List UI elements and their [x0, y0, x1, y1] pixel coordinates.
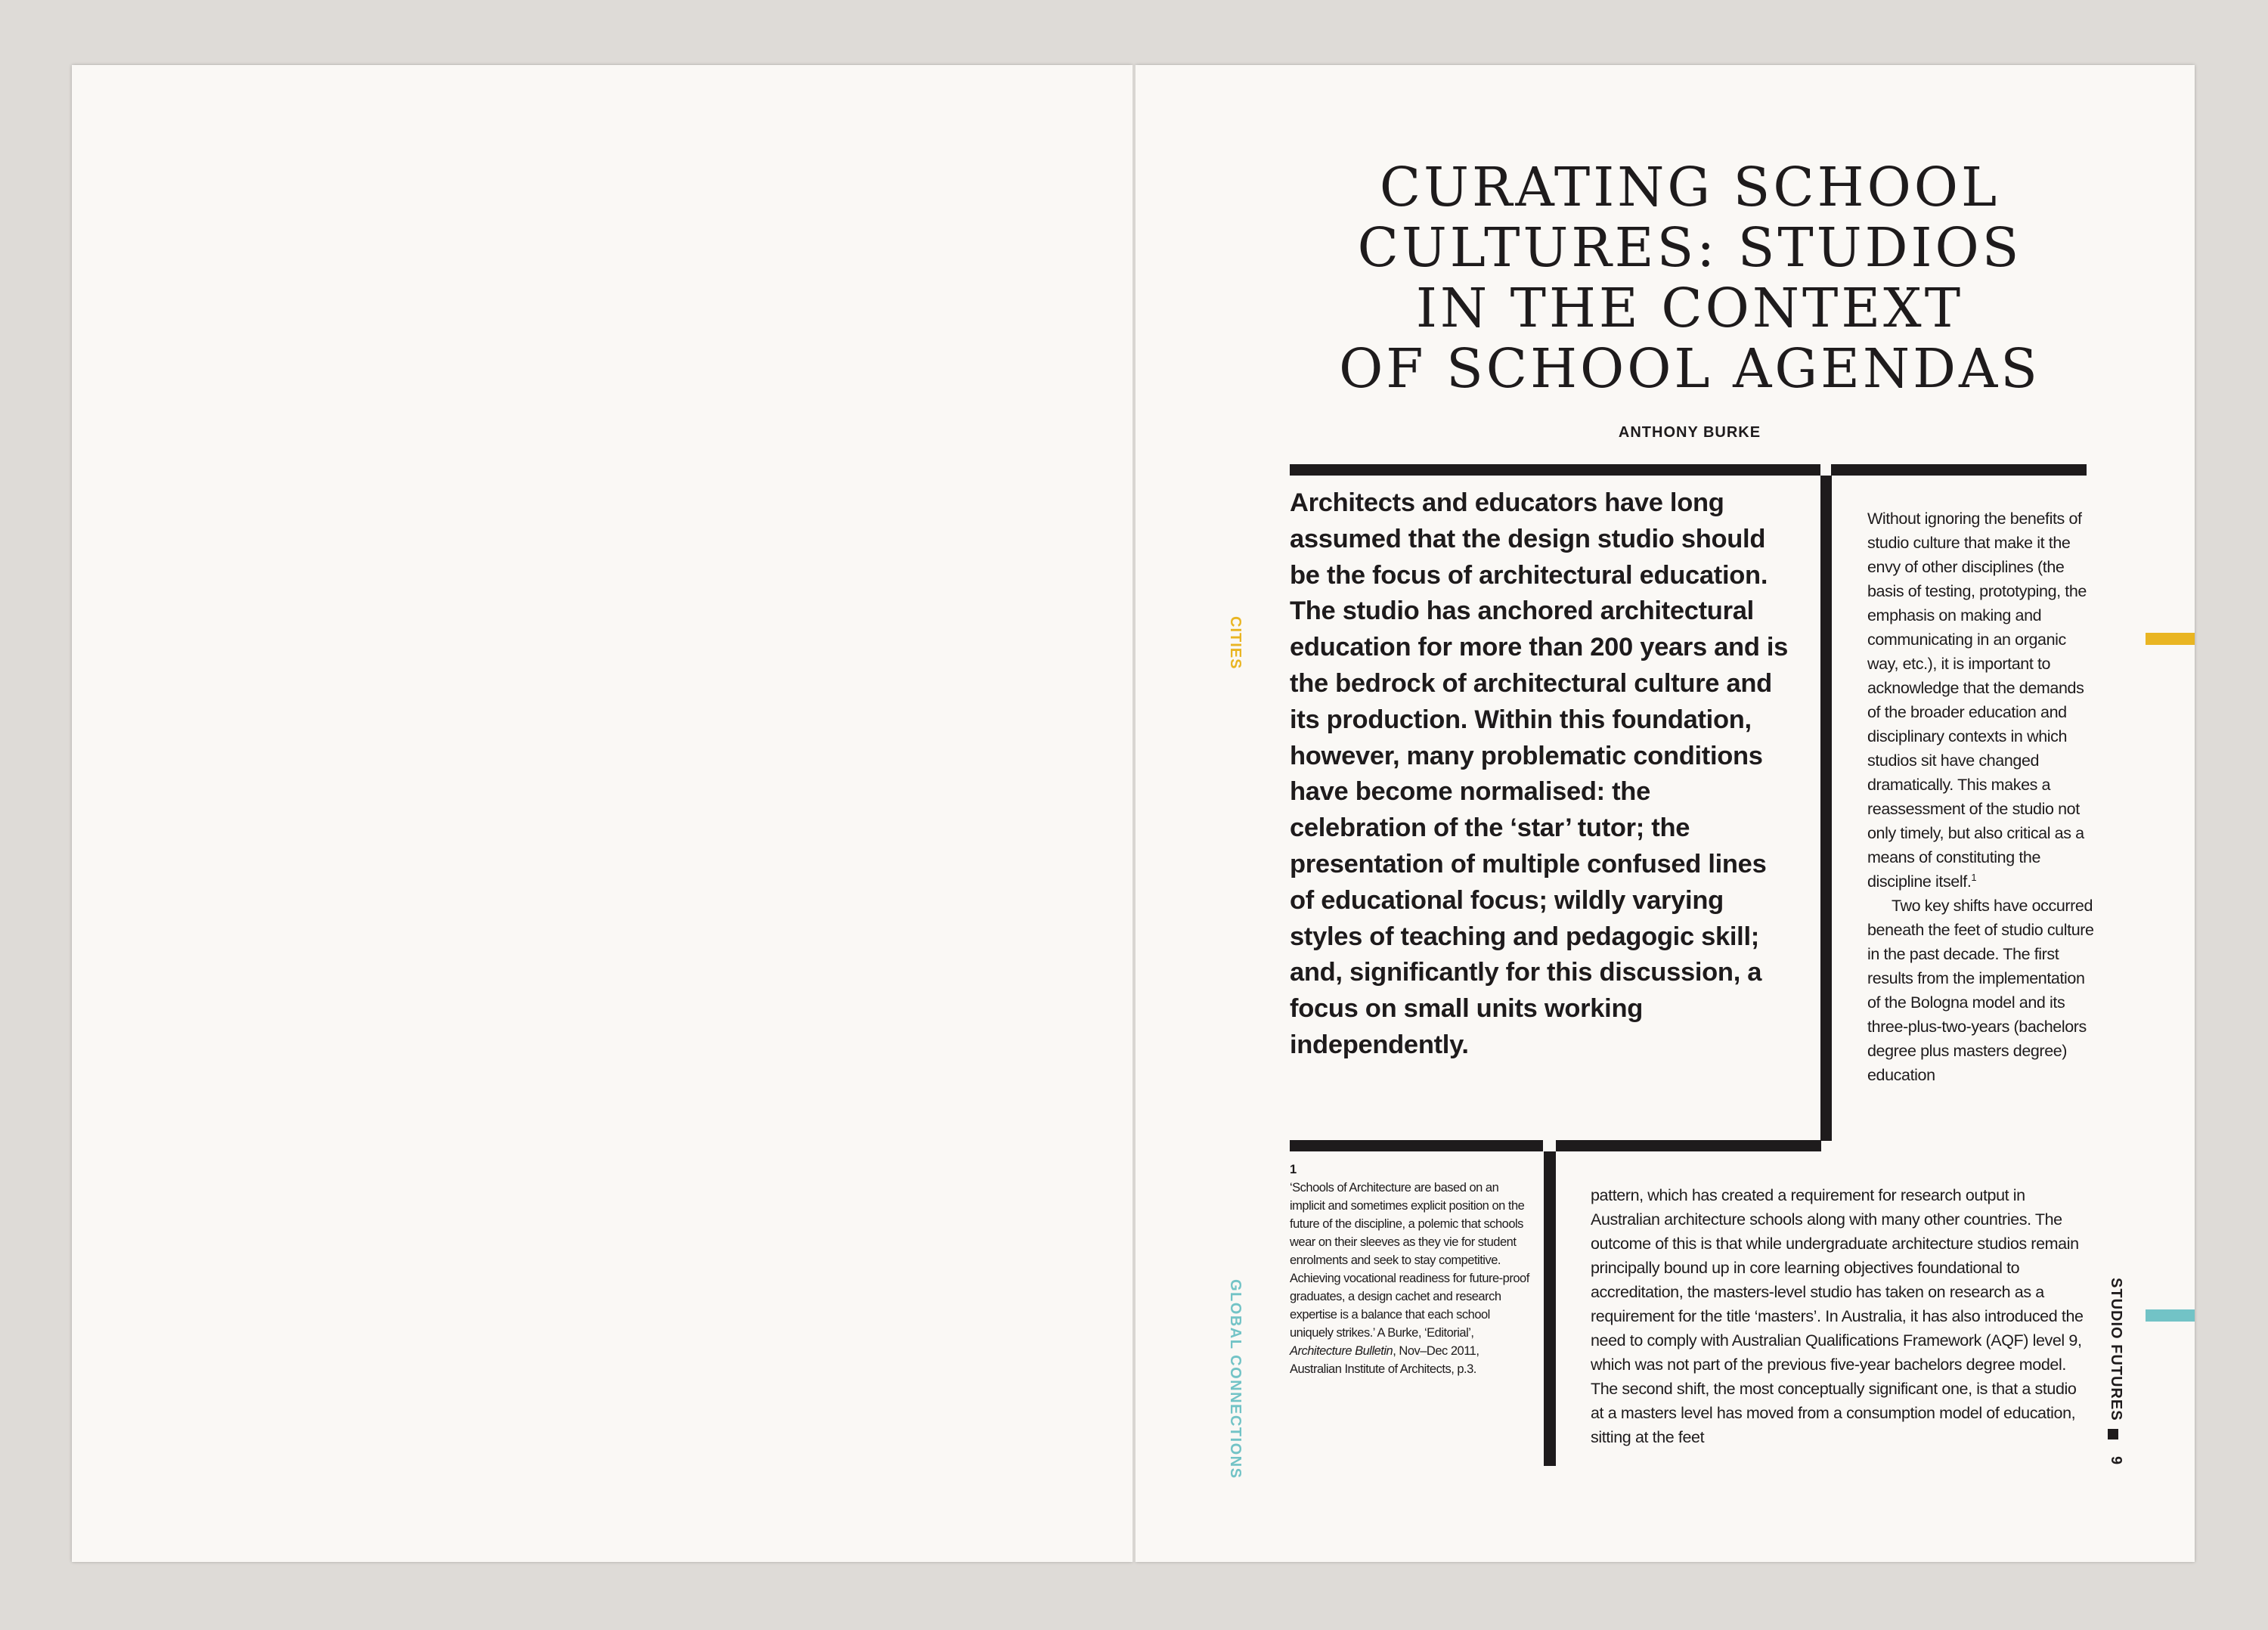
square-separator-icon — [2108, 1429, 2118, 1439]
side-column — [1867, 507, 2094, 1087]
left-page — [72, 65, 1132, 1562]
author-name: ANTHONY BURKE — [1618, 424, 1761, 441]
top-rule-left — [1290, 464, 1820, 476]
title-line: OF SCHOOL AGENDAS — [1339, 337, 2040, 400]
title-line: IN THE CONTEXT — [1415, 277, 1964, 339]
mid-rule-right — [1556, 1140, 1821, 1151]
section-label-cities: CITIES — [1227, 616, 1244, 670]
article-title — [1315, 157, 2064, 399]
lead-paragraph: Architects and educators have long assumed that the design studio should be the focus of architectural education. The studio has anchored architectural education for more than 200 years and is the bedrock of architectural culture and its production. Within this foundation, however, many problematic conditions have become normalised: the celebration of the ‘star’ tutor; the presentation of multiple confused lines of educational focus; wildly varying styles of teaching and pedagogic skill; and, significantly for this discussion, a focus on small units working independently. — [1290, 488, 1789, 1059]
side-paragraph: Two key shifts have occurred beneath the feet of studio culture in the past decade. The first results from the implementation of the Bologna model and its three-plus-two-years (bachelors degree plus masters degree) education — [1867, 897, 2094, 1084]
vertical-rule-lower — [1544, 1151, 1556, 1466]
footnote-publication: Architecture Bulletin — [1290, 1344, 1393, 1358]
title-line: CURATING SCHOOL — [1379, 156, 2000, 218]
thumb-tab-yellow — [2146, 633, 2195, 645]
mid-rule-left — [1290, 1140, 1543, 1151]
top-rule-right — [1831, 464, 2087, 476]
page-number: 9 — [2108, 1456, 2124, 1465]
side-paragraph: Without ignoring the benefits of studio culture that make it the envy of other disciplines (the basis of testing, prototyping, the emphasis on making and communicating in an organic way, etc.), it is important to acknowledge that the demands of the broader education and disciplinary contexts in which studios sit have changed dramatically. This makes a reassessment of the studio not only timely, but also critical as a means of constituting the discipline itself.$^1$ — [1867, 510, 2087, 891]
book-gutter — [1132, 65, 1136, 1562]
footnote — [1290, 1161, 1532, 1378]
footnote-number: 1 — [1290, 1163, 1297, 1176]
section-label-global-connections: GLOBAL CONNECTIONS — [1227, 1279, 1244, 1480]
main-column-text: pattern, which has created a requirement for research output in Australian architecture schools along with many other countries. The outcome of this is that while undergraduate architecture studios remain principally bound up in core learning objectives foundational to accreditation, the masters-level studio has taken on research as a requirement for the title ‘masters’. In Australia, it has also introduced the need to comply with Australian Qualifications Framework (AQF) level 9, which was not part of the previous five-year bachelors degree model. The second shift, the most conceptually significant one, is that a studio at a masters level has moved from a consumption model of education, sitting at the feet — [1591, 1186, 2084, 1446]
vertical-rule-right — [1820, 476, 1832, 1141]
thumb-tab-teal — [2146, 1309, 2195, 1322]
footnote-text: ‘Schools of Architecture are based on an implicit and sometimes explicit position on the future of the discipline, a polemic that schools wear on their sleeves as they vie for student enrolments and seek to stay competitive. Achieving vocational readiness for future-proof graduates, a design cachet and research expertise is a balance that each school uniquely strikes.’ A Burke, ‘Editorial’, Architecture Bulletin, Nov–Dec 2011, Australian Institute of Architects, p.3. — [1290, 1181, 1529, 1376]
running-header-studio-futures: STUDIO FUTURES — [2108, 1278, 2124, 1421]
title-line: CULTURES: STUDIOS — [1357, 216, 2022, 279]
footnote-ref[interactable]: 1 — [1971, 871, 1977, 883]
